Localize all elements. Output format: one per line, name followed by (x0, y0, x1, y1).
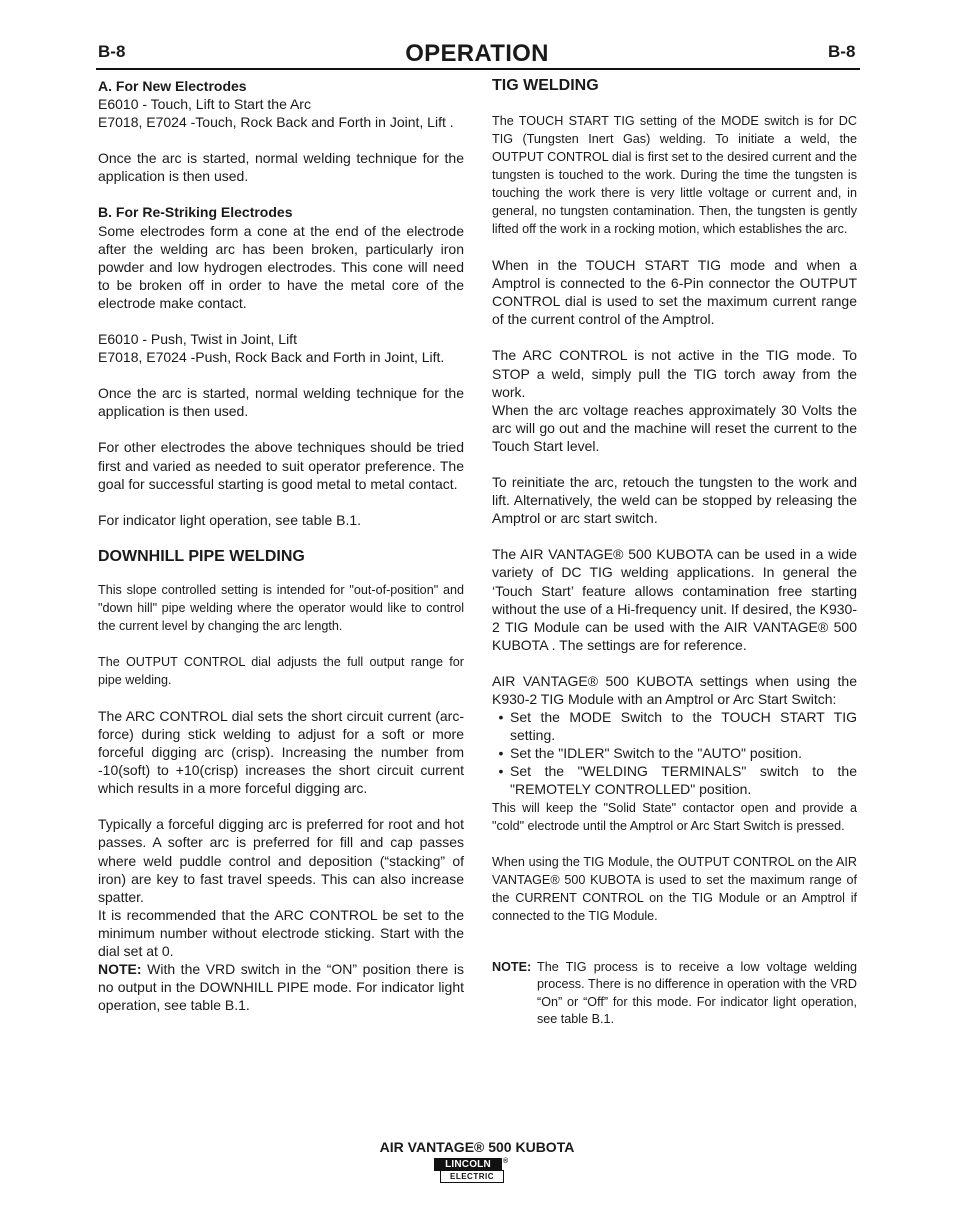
list-item (492, 708, 857, 744)
tig-paragraph-7: AIR VANTAGE® 500 KUBOTA settings when using the K930-2 TIG Module with an Amptrol or Arc Start Switch: (492, 672, 857, 707)
tig-paragraph-9: When using the TIG Module, the OUTPUT CONTROL on the AIR VANTAGE® 500 KUBOTA is used to set the maximum range of the CURRENT CONTROL on the TIG Module or an Amptrol if connected to the TIG Module. (492, 854, 857, 923)
new-electrodes-line-2 (98, 113, 464, 131)
footer-model: AIR VANTAGE® 500 KUBOTA (379, 1139, 575, 1155)
page-code-right: B-8 (828, 42, 856, 61)
electrode-codes: E7018, E7024 - (98, 114, 196, 131)
tig-paragraph-1: The TOUCH START TIG setting of the MODE switch is for DC TIG (Tungsten Inert Gas) welding. To initiate a weld, the OUTPUT CONTROL dial is first set to the desired current and the tungsten is touched to the work. During the time the tungsten is touching the work there is very little voltage or current and, in general, no tungsten contamination. Then, the tungsten is gently lifted off the work in a rocking motion, which establishes the arc. (492, 114, 857, 237)
list-item (492, 762, 857, 798)
right-column (492, 77, 857, 1029)
restriking-line-2 (98, 348, 464, 366)
header-rule (96, 68, 860, 70)
downhill-paragraph-3: The ARC CONTROL dial sets the short circuit current (arc-force) during stick welding to adjust for a soft or more forceful digging arc (crisp). Increasing the number from -10(soft) to +10(crisp) increases the short circuit current which results in a more forceful digging arc. (98, 707, 464, 797)
lincoln-electric-logo (434, 1158, 510, 1184)
list-item-text: Set the MODE Switch to the TOUCH START TIG setting. (510, 709, 857, 744)
paragraph-once-started-2: Once the arc is started, normal welding technique for the application is then used. (98, 385, 464, 420)
new-electrodes-line-1: E6010 - Touch, Lift to Start the Arc (98, 96, 311, 113)
note-text: With the VRD switch in the “ON” position there is no output in the DOWNHILL PIPE mode. For indicator light operation, see table B.1. (98, 961, 464, 1014)
bullet-icon: • (498, 745, 504, 762)
new-electrodes-heading: A. For New Electrodes (98, 78, 247, 94)
tig-paragraph-4: When the arc voltage reaches approximately 30 Volts the arc will go out and the machine will reset the current to the Touch Start level. (492, 401, 857, 454)
logo-top-text: LINCOLN (434, 1158, 502, 1171)
tig-paragraph-2: When in the TOUCH START TIG mode and when a Amptrol is connected to the 6-Pin connector the OUTPUT CONTROL dial is used to set the maximum current range of the current control of the Amptrol. (492, 257, 857, 328)
paragraph-indicator: For indicator light operation, see table B.1. (98, 511, 362, 528)
restriking-heading: B. For Re-Striking Electrodes (98, 204, 293, 221)
downhill-heading: DOWNHILL PIPE WELDING (98, 547, 305, 565)
tig-paragraph-6: The AIR VANTAGE® 500 KUBOTA can be used in a wide variety of DC TIG welding applications. In general the ‘Touch Start’ feature allows contamination free starting without the use of a Hi-frequency unit. If desired, the K930-2 TIG Module can be used with the AIR VANTAGE® 500 KUBOTA . The settings are for reference. (492, 546, 857, 653)
downhill-paragraph-4: Typically a forceful digging arc is preferred for root and hot passes. A softer arc is preferred for fill and cap passes where weld puddle control and deposition (“stacking” of iron) are key to fast travel speeds. This can also increase spatter. (98, 816, 464, 905)
tig-paragraph-3: The ARC CONTROL is not active in the TIG mode. To STOP a weld, simply pull the TIG torch away from the work. (492, 347, 857, 400)
page-title: OPERATION (405, 40, 549, 67)
electrode-codes: E7018, E7024 - (98, 349, 196, 366)
registered-mark: ® (503, 1158, 509, 1165)
tig-heading: TIG WELDING (492, 77, 599, 94)
electrode-technique: Push, Rock Back and Forth in Joint, Lift. (195, 349, 445, 366)
restriking-line-1: E6010 - Push, Twist in Joint, Lift (98, 331, 297, 348)
paragraph-once-started-1: Once the arc is started, normal welding technique for the application is then used. (98, 150, 464, 185)
downhill-paragraph-5: It is recommended that the ARC CONTROL be set to the minimum number without electrode sticking. Start with the dial set at 0. (98, 906, 464, 959)
tig-paragraph-8: This will keep the "Solid State" contactor open and provide a "cold" electrode until the Amptrol or Arc Start Switch is pressed. (492, 800, 857, 833)
list-item-text: Set the "IDLER" Switch to the "AUTO" position. (510, 745, 802, 762)
list-item-text: Set the "WELDING TERMINALS" switch to the "REMOTELY CONTROLLED" position. (510, 763, 857, 798)
downhill-paragraph-1: This slope controlled setting is intended for "out-of-position" and "down hill" pipe welding where the operator would like to control the current level by changing the arc length. (98, 582, 464, 633)
downhill-paragraph-2: The OUTPUT CONTROL dial adjusts the full output range for pipe welding. (98, 654, 464, 687)
tig-note (492, 959, 857, 1029)
bullet-icon: • (498, 763, 504, 780)
note-label: NOTE: (492, 959, 532, 974)
logo-bottom-text: ELECTRIC (440, 1170, 504, 1183)
note-label: NOTE: (98, 961, 142, 978)
electrode-technique: Touch, Rock Back and Forth in Joint, Lift . (195, 114, 454, 131)
restriking-paragraph: Some electrodes form a cone at the end of the electrode after the welding arc has been broken, particularly iron powder and low hydrogen electrodes. This cone will need to be broken off in order to have the metal core of the electrode make contact. (98, 222, 464, 311)
note-text: The TIG process is to receive a low voltage welding process. There is no difference in operation with the VRD “On” or “Off” for this mode. For indicator light operation, see table B.1. (537, 959, 857, 1027)
downhill-note (98, 960, 464, 1014)
bullet-icon: • (498, 709, 504, 726)
left-column (98, 77, 464, 1014)
list-item (492, 744, 857, 762)
tig-paragraph-5: To reinitiate the arc, retouch the tungsten to the work and lift. Alternatively, the weld can be stopped by releasing the Amptrol or arc start switch. (492, 474, 857, 527)
paragraph-other-electrodes: For other electrodes the above techniques should be tried first and varied as needed to suit operator preference. The goal for successful starting is good metal to metal contact. (98, 439, 464, 492)
page-code-left: B-8 (98, 42, 126, 61)
